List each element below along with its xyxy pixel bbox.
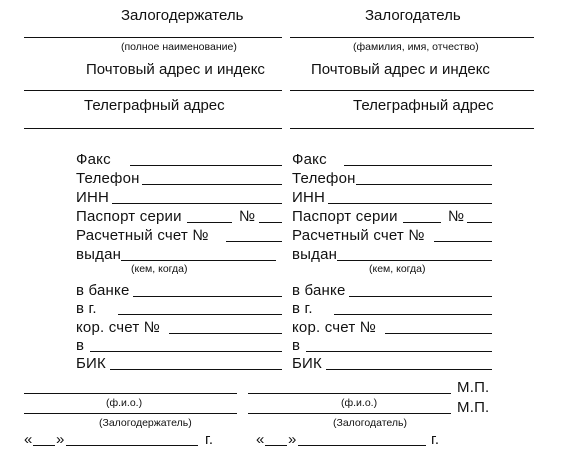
pledgee-fio-line[interactable] [24, 413, 237, 414]
pledgor-date-year-suffix: г. [431, 431, 440, 448]
pledgee-passport-label: Паспорт серии [76, 208, 182, 225]
pledgor-title: Залогодатель [365, 7, 461, 24]
pledgee-telegraph-line[interactable] [24, 128, 282, 129]
pledgee-passport-series-line[interactable] [187, 222, 232, 223]
pledgee-issued-line[interactable] [121, 260, 276, 261]
pledgee-bik-line[interactable] [110, 369, 282, 370]
pledgee-account-label: Расчетный счет № [76, 227, 209, 244]
pledgor-passport-label: Паспорт серии [292, 208, 398, 225]
pledgee-date-day-line[interactable] [33, 445, 55, 446]
pledgee-role-caption: (Залогодержатель) [99, 417, 192, 429]
pledgee-fio-caption: (ф.и.о.) [106, 397, 143, 409]
pledgee-inn-line[interactable] [112, 203, 282, 204]
pledgor-role-caption: (Залогодатель) [333, 417, 407, 429]
pledgor-bank-label: в банке [292, 282, 346, 299]
pledgee-name-line[interactable] [24, 37, 282, 38]
pledgor-account-label: Расчетный счет № [292, 227, 425, 244]
pledgor-fio-caption: (ф.и.о.) [341, 397, 378, 409]
pledgee-in-label: в [76, 337, 85, 354]
pledgee-passport-number-line[interactable] [259, 222, 282, 223]
pledgee-account-line[interactable] [226, 241, 282, 242]
pledgor-telegraph-label: Телеграфный адрес [353, 97, 494, 114]
pledgor-corr-account-label: кор. счет № [292, 319, 377, 336]
pledgor-issued-line[interactable] [337, 260, 492, 261]
pledgee-in-line[interactable] [90, 351, 282, 352]
pledgee-city-label: в г. [76, 300, 97, 317]
pledgee-date-open-quote: « [24, 431, 33, 448]
stamp-label-1: М.П. [457, 379, 490, 396]
pledgor-fax-line[interactable] [344, 165, 492, 166]
pledgor-issued-caption: (кем, когда) [369, 263, 426, 275]
pledgee-date-year-suffix: г. [205, 431, 214, 448]
pledgee-phone-label: Телефон [76, 170, 140, 187]
pledgor-city-line[interactable] [334, 314, 492, 315]
pledgee-inn-label: ИНН [76, 189, 110, 206]
pledgor-postal-line[interactable] [290, 90, 534, 91]
pledgee-phone-line[interactable] [142, 184, 282, 185]
pledgee-city-line[interactable] [118, 314, 282, 315]
pledgee-date-month-year-line[interactable] [66, 445, 198, 446]
pledgor-telegraph-line[interactable] [290, 128, 534, 129]
pledgee-title: Залогодержатель [121, 7, 244, 24]
pledgor-date-close-quote: » [288, 431, 297, 448]
pledgee-name-caption: (полное наименование) [121, 41, 237, 53]
pledgor-date-month-year-line[interactable] [298, 445, 426, 446]
pledgor-in-label: в [292, 337, 301, 354]
pledgor-issued-label: выдан [292, 246, 338, 263]
pledgee-passport-number-sign: № [239, 208, 256, 225]
pledgee-date-close-quote: » [56, 431, 65, 448]
pledgor-fio-line[interactable] [248, 413, 451, 414]
pledgor-in-line[interactable] [306, 351, 492, 352]
pledgor-phone-label: Телефон [292, 170, 356, 187]
pledgor-date-open-quote: « [256, 431, 265, 448]
pledgor-phone-line[interactable] [356, 184, 492, 185]
pledgor-postal-label: Почтовый адрес и индекс [311, 61, 490, 78]
pledgee-bank-line[interactable] [133, 296, 282, 297]
pledgor-corr-account-line[interactable] [385, 333, 492, 334]
pledgor-fax-label: Факс [292, 151, 327, 168]
pledgee-telegraph-label: Телеграфный адрес [84, 97, 225, 114]
pledgor-account-line[interactable] [434, 241, 492, 242]
pledgor-city-label: в г. [292, 300, 313, 317]
pledgee-bank-label: в банке [76, 282, 130, 299]
pledgee-signature-line[interactable] [24, 393, 237, 394]
pledgor-passport-number-line[interactable] [467, 222, 492, 223]
pledgee-fax-line[interactable] [130, 165, 282, 166]
pledgor-bik-line[interactable] [326, 369, 492, 370]
pledgor-bank-line[interactable] [349, 296, 492, 297]
pledgee-corr-account-line[interactable] [169, 333, 282, 334]
pledgor-name-line[interactable] [290, 37, 534, 38]
stamp-label-2: М.П. [457, 399, 490, 416]
pledgee-issued-caption: (кем, когда) [131, 263, 188, 275]
pledgor-bik-label: БИК [292, 355, 322, 372]
pledgor-date-day-line[interactable] [265, 445, 287, 446]
pledgee-bik-label: БИК [76, 355, 106, 372]
pledgee-issued-label: выдан [76, 246, 122, 263]
pledgee-postal-line[interactable] [24, 90, 282, 91]
pledgor-passport-series-line[interactable] [403, 222, 441, 223]
pledgee-corr-account-label: кор. счет № [76, 319, 161, 336]
pledgor-name-caption: (фамилия, имя, отчество) [353, 41, 479, 53]
pledgor-passport-number-sign: № [448, 208, 465, 225]
pledgor-inn-label: ИНН [292, 189, 326, 206]
pledgor-signature-line[interactable] [248, 393, 451, 394]
pledgee-fax-label: Факс [76, 151, 111, 168]
pledgee-postal-label: Почтовый адрес и индекс [86, 61, 265, 78]
pledgor-inn-line[interactable] [328, 203, 492, 204]
